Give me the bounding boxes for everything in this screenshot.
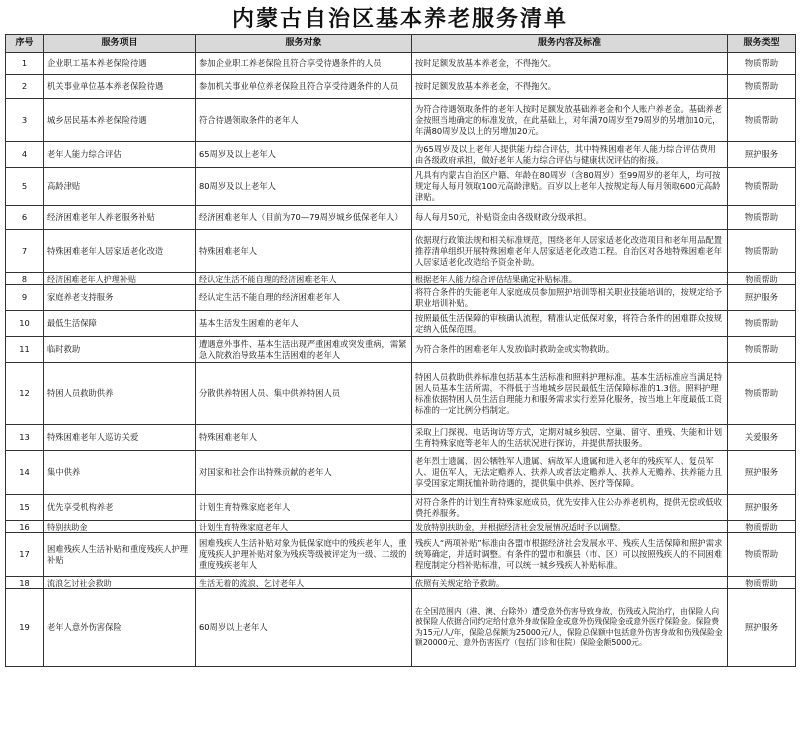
cell-no: 5 bbox=[6, 168, 44, 206]
cell-item: 企业职工基本养老保险待遇 bbox=[44, 53, 196, 75]
cell-target: 经认定生活不能自理的经济困难老年人 bbox=[196, 273, 412, 285]
cell-target: 对国家和社会作出特殊贡献的老年人 bbox=[196, 451, 412, 495]
table-header-row bbox=[6, 35, 796, 53]
cell-item: 机关事业单位基本养老保险待遇 bbox=[44, 75, 196, 99]
cell-content: 老年烈士遗属、因公牺牲军人遗属、病故军人遗属和进入老年的残疾军人、复员军人、退伍军人，无法定赡养人、扶养人或者法定赡养人、扶养人无赡养、扶养能力且享受国家定期抚恤补助待遇的，提供集中供养、医疗等保障。 bbox=[412, 451, 728, 495]
table-row bbox=[6, 311, 796, 337]
cell-item: 城乡居民基本养老保险待遇 bbox=[44, 99, 196, 142]
table-row bbox=[6, 521, 796, 533]
cell-type: 物质帮助 bbox=[728, 168, 796, 206]
header-type: 服务类型 bbox=[728, 35, 796, 53]
cell-type: 物质帮助 bbox=[728, 533, 796, 577]
table-row bbox=[6, 495, 796, 521]
cell-type: 照护服务 bbox=[728, 285, 796, 311]
cell-target: 生活无着的流浪、乞讨老年人 bbox=[196, 577, 412, 589]
table-row bbox=[6, 285, 796, 311]
cell-item: 优先享受机构养老 bbox=[44, 495, 196, 521]
cell-type: 物质帮助 bbox=[728, 273, 796, 285]
cell-type: 物质帮助 bbox=[728, 206, 796, 230]
cell-content: 残疾人“两项补贴”标准由各盟市根据经济社会发展水平、残疾人生活保障和照护需求统筹确定，并适时调整。有条件的盟市和旗县（市、区）可以按照残疾人的不同困难程度制定分档补贴标准，可以统一城乡残疾人补贴标准。 bbox=[412, 533, 728, 577]
cell-target: 60周岁以上老年人 bbox=[196, 589, 412, 667]
cell-content: 按时足额发放基本养老金，不得拖欠。 bbox=[412, 53, 728, 75]
table-row bbox=[6, 206, 796, 230]
cell-type: 物质帮助 bbox=[728, 75, 796, 99]
cell-target: 参加企业职工养老保险且符合享受待遇条件的人员 bbox=[196, 53, 412, 75]
cell-item: 特殊困难老年人居家适老化改造 bbox=[44, 230, 196, 273]
cell-item: 经济困难老年人养老服务补贴 bbox=[44, 206, 196, 230]
cell-item: 老年人意外伤害保险 bbox=[44, 589, 196, 667]
cell-item: 经济困难老年人护理补贴 bbox=[44, 273, 196, 285]
cell-item: 集中供养 bbox=[44, 451, 196, 495]
cell-type: 照护服务 bbox=[728, 589, 796, 667]
cell-target: 符合待遇领取条件的老年人 bbox=[196, 99, 412, 142]
cell-type: 物质帮助 bbox=[728, 337, 796, 363]
table-row bbox=[6, 577, 796, 589]
table-row bbox=[6, 230, 796, 273]
cell-type: 物质帮助 bbox=[728, 99, 796, 142]
table-row bbox=[6, 363, 796, 425]
cell-no: 14 bbox=[6, 451, 44, 495]
cell-type: 物质帮助 bbox=[728, 230, 796, 273]
cell-no: 11 bbox=[6, 337, 44, 363]
cell-no: 15 bbox=[6, 495, 44, 521]
cell-item: 老年人能力综合评估 bbox=[44, 142, 196, 168]
cell-target: 基本生活发生困难的老年人 bbox=[196, 311, 412, 337]
cell-no: 4 bbox=[6, 142, 44, 168]
cell-item: 家庭养老支持服务 bbox=[44, 285, 196, 311]
cell-no: 7 bbox=[6, 230, 44, 273]
cell-no: 13 bbox=[6, 425, 44, 451]
table-row bbox=[6, 142, 796, 168]
table-row bbox=[6, 533, 796, 577]
page-title: 内蒙古自治区基本养老服务清单 bbox=[231, 5, 568, 32]
cell-item: 流浪乞讨社会救助 bbox=[44, 577, 196, 589]
cell-type: 物质帮助 bbox=[728, 521, 796, 533]
table-row bbox=[6, 53, 796, 75]
cell-no: 1 bbox=[6, 53, 44, 75]
cell-no: 6 bbox=[6, 206, 44, 230]
cell-item: 困难残疾人生活补贴和重度残疾人护理补贴 bbox=[44, 533, 196, 577]
cell-content: 按照最低生活保障的审核确认流程，精准认定低保对象，将符合条件的困难群众按规定纳入低保范围。 bbox=[412, 311, 728, 337]
header-no: 序号 bbox=[6, 35, 44, 53]
cell-content: 凡具有内蒙古自治区户籍、年龄在80周岁（含80周岁）至99周岁的老年人，均可按规定每人每月领取100元高龄津贴。百岁以上老年人按规定每人每月领取600元高龄津贴。 bbox=[412, 168, 728, 206]
cell-no: 17 bbox=[6, 533, 44, 577]
cell-target: 分散供养特困人员、集中供养特困人员 bbox=[196, 363, 412, 425]
cell-type: 物质帮助 bbox=[728, 577, 796, 589]
cell-content: 特困人员救助供养标准包括基本生活标准和照料护理标准。基本生活标准应当满足特困人员基本生活所需，不得低于当地城乡居民最低生活保障标准的1.3倍。照料护理标准依据特困人员生活自理能力和服务需求实行差异化服务，按当地上年度最低工资标准的一定比例分档制定。 bbox=[412, 363, 728, 425]
cell-no: 18 bbox=[6, 577, 44, 589]
cell-target: 参加机关事业单位养老保险且符合享受待遇条件的人员 bbox=[196, 75, 412, 99]
cell-content: 对符合条件的计划生育特殊家庭成员，优先安排入住公办养老机构，提供无偿或低收费托养服务。 bbox=[412, 495, 728, 521]
cell-item: 最低生活保障 bbox=[44, 311, 196, 337]
cell-target: 经济困难老年人（目前为70—79周岁城乡低保老年人） bbox=[196, 206, 412, 230]
cell-no: 2 bbox=[6, 75, 44, 99]
cell-content: 将符合条件的失能老年人家庭成员参加照护培训等相关职业技能培训的，按规定给予职业培训补贴。 bbox=[412, 285, 728, 311]
cell-no: 3 bbox=[6, 99, 44, 142]
table-row bbox=[6, 75, 796, 99]
cell-type: 关爱服务 bbox=[728, 425, 796, 451]
cell-content: 为65周岁及以上老年人提供能力综合评估，其中特殊困难老年人能力综合评估费用由各级政府承担，做好老年人能力综合评估与健康状况评估的衔接。 bbox=[412, 142, 728, 168]
cell-type: 物质帮助 bbox=[728, 363, 796, 425]
cell-content: 根据老年人能力综合评估结果确定补贴标准。 bbox=[412, 273, 728, 285]
table-row bbox=[6, 273, 796, 285]
cell-type: 照护服务 bbox=[728, 495, 796, 521]
header-item: 服务项目 bbox=[44, 35, 196, 53]
cell-no: 10 bbox=[6, 311, 44, 337]
cell-no: 16 bbox=[6, 521, 44, 533]
cell-target: 80周岁及以上老年人 bbox=[196, 168, 412, 206]
table-row bbox=[6, 337, 796, 363]
cell-target: 遭遇意外事件、基本生活出现严重困难或突发重病，需紧急入院救治导致基本生活困难的老年人 bbox=[196, 337, 412, 363]
cell-target: 困难残疾人生活补贴对象为低保家庭中的残疾老年人，重度残疾人护理补贴对象为残疾等级被评定为一级、二级的重度残疾老年人 bbox=[196, 533, 412, 577]
cell-target: 65周岁及以上老年人 bbox=[196, 142, 412, 168]
cell-no: 9 bbox=[6, 285, 44, 311]
cell-content: 依据现行政策法规和相关标准规范，围绕老年人居家适老化改造项目和老年用品配置推荐清单组织开展特殊困难老年人居家适老化改造工程。自治区对各地特殊困难老年人居家适老化改造给予资金补助。 bbox=[412, 230, 728, 273]
header-target: 服务对象 bbox=[196, 35, 412, 53]
cell-content: 为符合条件的困难老年人发放临时救助金或实物救助。 bbox=[412, 337, 728, 363]
table-row bbox=[6, 451, 796, 495]
cell-type: 物质帮助 bbox=[728, 311, 796, 337]
table-row bbox=[6, 99, 796, 142]
cell-target: 特殊困难老年人 bbox=[196, 230, 412, 273]
cell-content: 按时足额发放基本养老金，不得拖欠。 bbox=[412, 75, 728, 99]
cell-item: 高龄津贴 bbox=[44, 168, 196, 206]
cell-content: 每人每月50元，补贴资金由各级财政分级承担。 bbox=[412, 206, 728, 230]
cell-content: 在全国范围内（港、澳、台除外）遭受意外伤害导致身故、伤残或入院治疗，由保险人向被保险人依据合同约定给付意外身故保险金或意外伤残保险金或意外医疗保险金。保险费为15元/人/年，保险总保额为25000元/人，保险总保额中包括意外伤害身故和伤残保险金额20000元、意外伤害医疗（包括门诊和住院）保险金额5000元。 bbox=[412, 589, 728, 667]
cell-no: 12 bbox=[6, 363, 44, 425]
cell-content: 为符合待遇领取条件的老年人按时足额发放基础养老金和个人账户养老金。基础养老金按照当地确定的标准发放，在此基础上，对年满70周岁至79周岁的另增加10元，年满80周岁及以上的另增加20元。 bbox=[412, 99, 728, 142]
cell-type: 照护服务 bbox=[728, 142, 796, 168]
cell-item: 特困人员救助供养 bbox=[44, 363, 196, 425]
cell-item: 特殊困难老年人巡访关爱 bbox=[44, 425, 196, 451]
cell-type: 照护服务 bbox=[728, 451, 796, 495]
cell-content: 依照有关规定给予救助。 bbox=[412, 577, 728, 589]
cell-target: 计划生育特殊家庭老年人 bbox=[196, 521, 412, 533]
cell-no: 19 bbox=[6, 589, 44, 667]
cell-content: 发放特别扶助金，并根据经济社会发展情况适时予以调整。 bbox=[412, 521, 728, 533]
table-row bbox=[6, 168, 796, 206]
table-row bbox=[6, 425, 796, 451]
cell-content: 采取上门探视、电话询访等方式，定期对城乡独居、空巢、留守、重残、失能和计划生育特殊家庭等老年人的生活状况进行探访，并提供帮扶服务。 bbox=[412, 425, 728, 451]
cell-item: 特别扶助金 bbox=[44, 521, 196, 533]
header-content: 服务内容及标准 bbox=[412, 35, 728, 53]
cell-type: 物质帮助 bbox=[728, 53, 796, 75]
cell-item: 临时救助 bbox=[44, 337, 196, 363]
cell-target: 计划生育特殊家庭老年人 bbox=[196, 495, 412, 521]
cell-target: 特殊困难老年人 bbox=[196, 425, 412, 451]
service-list-table bbox=[5, 34, 796, 667]
table-row bbox=[6, 589, 796, 667]
cell-no: 8 bbox=[6, 273, 44, 285]
cell-target: 经认定生活不能自理的经济困难老年人 bbox=[196, 285, 412, 311]
